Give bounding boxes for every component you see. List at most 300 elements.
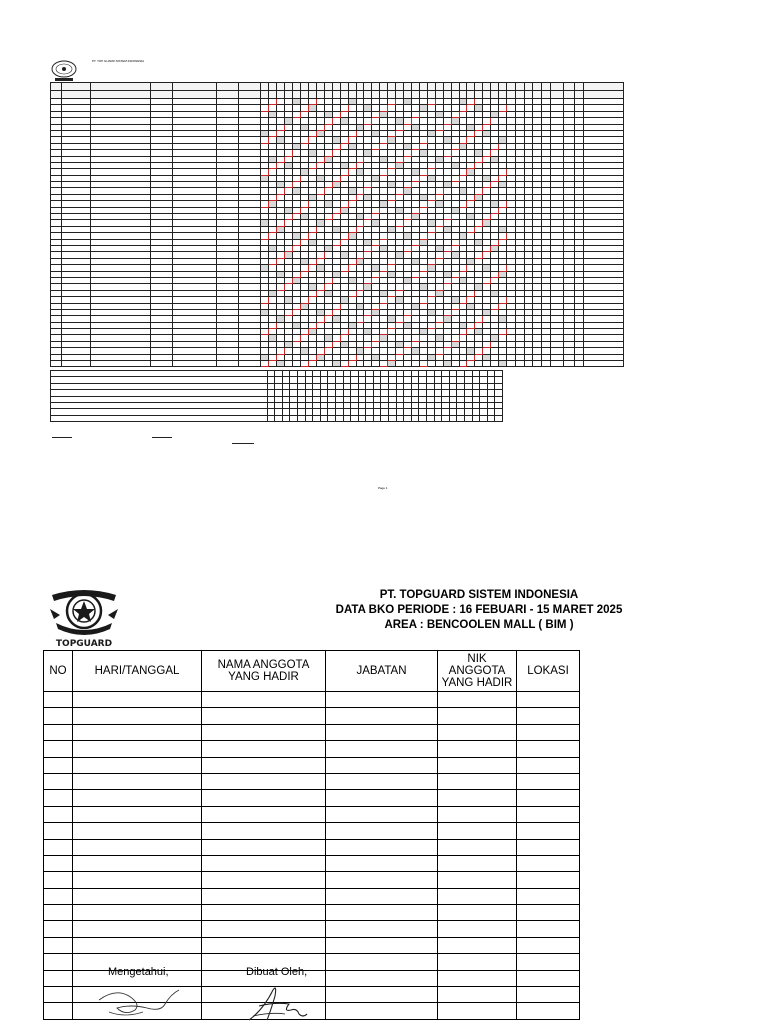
roster-cell	[51, 361, 62, 367]
table-row	[44, 790, 580, 806]
roster-cell	[372, 361, 380, 367]
table-cell	[326, 773, 438, 789]
roster-cell	[348, 91, 356, 99]
company-name-small: PT. TOP GUARD SISTEM INDONESIA	[92, 59, 145, 63]
table-cell	[44, 970, 73, 986]
roster-cell	[551, 361, 564, 367]
table-row	[44, 757, 580, 773]
table-cell	[73, 839, 202, 855]
roster-cell	[364, 83, 372, 91]
roster-cell	[584, 91, 624, 99]
roster-cell	[404, 91, 412, 99]
summary-cell	[275, 415, 283, 421]
roster-cell	[285, 83, 293, 91]
table-cell	[44, 855, 73, 871]
table-cell	[202, 692, 326, 708]
table-cell	[438, 970, 517, 986]
table-cell	[438, 839, 517, 855]
roster-cell	[491, 361, 499, 367]
table-row	[44, 773, 580, 789]
table-cell	[438, 823, 517, 839]
summary-cell	[267, 415, 275, 421]
acknowledged-label: Mengetahui,	[108, 966, 169, 978]
roster-cell	[285, 91, 293, 99]
table-row	[44, 724, 580, 740]
roster-cell	[380, 83, 388, 91]
roster-cell	[173, 83, 217, 91]
table-cell	[438, 888, 517, 904]
attendance-roster	[50, 82, 624, 367]
table-cell	[326, 888, 438, 904]
top-signature-block	[52, 412, 54, 414]
table-cell	[202, 905, 326, 921]
roster-cell	[261, 83, 269, 91]
summary-cell	[358, 415, 366, 421]
roster-cell	[364, 361, 372, 367]
table-cell	[438, 708, 517, 724]
table-cell	[517, 724, 580, 740]
table-cell	[438, 872, 517, 888]
table-cell	[44, 905, 73, 921]
roster-cell	[396, 361, 404, 367]
roster-cell	[356, 83, 364, 91]
table-cell	[202, 790, 326, 806]
page-number: Page 1	[378, 486, 388, 490]
table-cell	[202, 855, 326, 871]
roster-cell	[542, 91, 551, 99]
header-period: DATA BKO PERIODE : 16 FEBUARI - 15 MARET 2025	[335, 604, 623, 616]
roster-cell	[62, 91, 91, 99]
column-header-no: NO	[44, 651, 73, 692]
roster-cell	[443, 83, 451, 91]
roster-cell	[467, 83, 475, 91]
table-cell	[326, 970, 438, 986]
table-cell	[202, 888, 326, 904]
summary-cell	[366, 415, 374, 421]
summary-cell	[404, 415, 412, 421]
roster-cell	[507, 91, 516, 99]
summary-cell	[495, 415, 503, 421]
roster-cell	[309, 91, 317, 99]
roster-cell	[419, 91, 427, 99]
roster-cell	[332, 83, 340, 91]
table-cell	[326, 757, 438, 773]
roster-cell	[515, 83, 524, 91]
roster-cell	[435, 91, 443, 99]
table-cell	[44, 790, 73, 806]
roster-cell	[533, 83, 542, 91]
roster-cell	[90, 361, 151, 367]
roster-cell	[564, 83, 575, 91]
roster-cell	[239, 83, 261, 91]
summary-cell	[282, 415, 290, 421]
table-cell	[517, 905, 580, 921]
summary-cell	[351, 415, 359, 421]
roster-cell	[564, 91, 575, 99]
signature-line-3	[232, 443, 254, 444]
roster-cell	[324, 91, 332, 99]
table-cell	[438, 692, 517, 708]
roster-cell	[277, 361, 285, 367]
table-cell	[202, 937, 326, 953]
roster-cell	[451, 361, 459, 367]
summary-cell	[320, 415, 328, 421]
table-cell	[44, 839, 73, 855]
table-cell	[44, 937, 73, 953]
roster-cell	[388, 361, 396, 367]
company-logo-small	[49, 58, 79, 83]
roster-cell	[507, 361, 516, 367]
roster-cell	[491, 91, 499, 99]
roster-cell	[411, 83, 419, 91]
table-cell	[438, 987, 517, 1003]
roster-cell	[380, 361, 388, 367]
table-cell	[44, 806, 73, 822]
roster-cell	[301, 91, 309, 99]
roster-cell	[575, 83, 584, 91]
table-cell	[73, 773, 202, 789]
table-cell	[517, 987, 580, 1003]
roster-cell	[443, 91, 451, 99]
roster-cell	[332, 361, 340, 367]
signature-left	[95, 982, 185, 1020]
roster-cell	[499, 83, 507, 91]
roster-cell	[239, 91, 261, 99]
table-cell	[517, 839, 580, 855]
table-cell	[202, 921, 326, 937]
roster-cell	[584, 83, 624, 91]
column-header-nik: NIK ANGGOTA YANG HADIR	[438, 651, 517, 692]
roster-cell	[173, 91, 217, 99]
table-cell	[517, 790, 580, 806]
roster-cell	[51, 91, 62, 99]
roster-cell	[419, 361, 427, 367]
table-cell	[438, 855, 517, 871]
table-cell	[326, 724, 438, 740]
roster-cell	[475, 91, 483, 99]
column-header-member-name: NAMA ANGGOTA YANG HADIR	[202, 651, 326, 692]
roster-cell	[90, 91, 151, 99]
roster-cell	[475, 83, 483, 91]
summary-cell	[305, 415, 313, 421]
table-cell	[202, 872, 326, 888]
table-cell	[44, 872, 73, 888]
roster-cell	[269, 361, 277, 367]
table-cell	[73, 724, 202, 740]
summary-cell	[457, 415, 465, 421]
summary-cell	[389, 415, 397, 421]
prepared-by-label: Dibuat Oleh,	[246, 966, 308, 978]
roster-cell	[356, 91, 364, 99]
column-header-position: JABATAN	[326, 651, 438, 692]
roster-cell	[293, 83, 301, 91]
table-cell	[517, 823, 580, 839]
roster-row	[51, 91, 624, 99]
roster-cell	[372, 83, 380, 91]
table-cell	[517, 757, 580, 773]
roster-cell	[404, 361, 412, 367]
table-cell	[44, 708, 73, 724]
roster-cell	[301, 83, 309, 91]
table-cell	[73, 872, 202, 888]
table-cell	[44, 692, 73, 708]
table-cell	[438, 937, 517, 953]
table-cell	[73, 888, 202, 904]
roster-cell	[515, 361, 524, 367]
table-cell	[44, 987, 73, 1003]
table-row	[44, 937, 580, 953]
roster-cell	[499, 91, 507, 99]
table-cell	[517, 692, 580, 708]
roster-cell	[348, 83, 356, 91]
roster-cell	[340, 83, 348, 91]
summary-cell	[343, 415, 351, 421]
roster-cell	[277, 83, 285, 91]
table-row	[44, 888, 580, 904]
roster-cell	[427, 361, 435, 367]
roster-cell	[467, 361, 475, 367]
roster-cell	[173, 361, 217, 367]
roster-cell	[396, 83, 404, 91]
table-cell	[517, 921, 580, 937]
roster-cell	[316, 83, 324, 91]
roster-cell	[217, 91, 239, 99]
roster-cell	[340, 91, 348, 99]
roster-cell	[62, 361, 91, 367]
roster-cell	[491, 83, 499, 91]
roster-cell	[427, 83, 435, 91]
table-cell	[44, 741, 73, 757]
table-cell	[326, 1003, 438, 1019]
table-cell	[517, 806, 580, 822]
table-cell	[438, 773, 517, 789]
table-cell	[326, 954, 438, 970]
roster-cell	[542, 361, 551, 367]
roster-cell	[551, 83, 564, 91]
table-cell	[517, 855, 580, 871]
table-cell	[73, 708, 202, 724]
roster-cell	[217, 83, 239, 91]
roster-cell	[524, 83, 533, 91]
roster-cell	[356, 361, 364, 367]
roster-cell	[533, 91, 542, 99]
summary-cell	[480, 415, 488, 421]
summary-cell	[472, 415, 480, 421]
roster-cell	[151, 91, 173, 99]
roster-cell	[348, 361, 356, 367]
summary-cell	[290, 415, 298, 421]
signature-line-2	[152, 437, 172, 438]
table-cell	[438, 905, 517, 921]
roster-cell	[332, 91, 340, 99]
roster-cell	[467, 91, 475, 99]
roster-cell	[364, 91, 372, 99]
summary-cell	[442, 415, 450, 421]
table-cell	[44, 1003, 73, 1019]
table-cell	[438, 724, 517, 740]
column-header-date: HARI/TANGGAL	[73, 651, 202, 692]
table-cell	[517, 954, 580, 970]
summary-cell	[465, 415, 473, 421]
table-row	[44, 839, 580, 855]
table-cell	[438, 954, 517, 970]
table-cell	[44, 773, 73, 789]
table-cell	[326, 921, 438, 937]
roster-cell	[293, 91, 301, 99]
table-cell	[73, 921, 202, 937]
table-cell	[517, 872, 580, 888]
table-cell	[73, 790, 202, 806]
roster-cell	[151, 83, 173, 91]
roster-cell	[309, 83, 317, 91]
table-cell	[326, 905, 438, 921]
summary-cell	[396, 415, 404, 421]
column-header-location: LOKASI	[517, 651, 580, 692]
table-cell	[202, 806, 326, 822]
table-cell	[73, 937, 202, 953]
roster-cell	[542, 83, 551, 91]
roster-cell	[380, 91, 388, 99]
table-cell	[44, 921, 73, 937]
roster-cell	[459, 83, 467, 91]
table-cell	[438, 790, 517, 806]
roster-cell	[515, 91, 524, 99]
table-cell	[517, 970, 580, 986]
roster-cell	[151, 361, 173, 367]
table-cell	[326, 839, 438, 855]
table-row	[44, 872, 580, 888]
table-cell	[73, 905, 202, 921]
roster-cell	[316, 91, 324, 99]
header-area: AREA : BENCOOLEN MALL ( BIM )	[384, 619, 574, 631]
table-row	[44, 708, 580, 724]
table-cell	[73, 692, 202, 708]
summary-cell	[427, 415, 435, 421]
summary-cell	[419, 415, 427, 421]
summary-cell	[487, 415, 495, 421]
roster-cell	[293, 361, 301, 367]
table-cell	[73, 823, 202, 839]
table-cell	[517, 741, 580, 757]
table-cell	[438, 806, 517, 822]
bko-header	[270, 588, 688, 633]
summary-row	[51, 415, 503, 421]
table-cell	[438, 1003, 517, 1019]
roster-cell	[269, 91, 277, 99]
table-cell	[326, 692, 438, 708]
table-cell	[517, 1003, 580, 1019]
table-row	[44, 692, 580, 708]
summary-cell	[434, 415, 442, 421]
roster-cell	[301, 361, 309, 367]
table-cell	[326, 708, 438, 724]
table-row	[44, 741, 580, 757]
roster-cell	[419, 83, 427, 91]
roster-cell	[411, 361, 419, 367]
summary-cell	[51, 415, 268, 421]
table-cell	[517, 773, 580, 789]
table-row	[44, 921, 580, 937]
table-cell	[202, 708, 326, 724]
roster-cell	[340, 361, 348, 367]
roster-cell	[261, 91, 269, 99]
roster-cell	[564, 361, 575, 367]
roster-cell	[404, 83, 412, 91]
roster-cell	[507, 83, 516, 91]
bko-attendance-table	[43, 650, 580, 1020]
roster-cell	[239, 361, 261, 367]
table-cell	[202, 741, 326, 757]
table-row	[44, 855, 580, 871]
summary-cell	[313, 415, 321, 421]
table-cell	[202, 724, 326, 740]
signature-line-1	[52, 437, 72, 438]
table-row	[44, 905, 580, 921]
summary-cell	[328, 415, 336, 421]
table-cell	[44, 724, 73, 740]
roster-cell	[575, 91, 584, 99]
table-cell	[326, 937, 438, 953]
topguard-logo	[44, 587, 124, 647]
roster-row	[51, 83, 624, 91]
roster-cell	[427, 91, 435, 99]
table-cell	[44, 823, 73, 839]
roster-cell	[51, 83, 62, 91]
table-cell	[202, 839, 326, 855]
table-header-row	[44, 651, 580, 692]
roster-cell	[524, 91, 533, 99]
table-cell	[202, 823, 326, 839]
roster-cell	[62, 83, 91, 91]
roster-cell	[309, 361, 317, 367]
summary-cell	[449, 415, 457, 421]
table-cell	[73, 855, 202, 871]
roster-cell	[483, 83, 491, 91]
table-cell	[44, 954, 73, 970]
summary-cell	[335, 415, 343, 421]
table-cell	[438, 921, 517, 937]
roster-cell	[324, 361, 332, 367]
table-cell	[326, 855, 438, 871]
summary-cell	[381, 415, 389, 421]
roster-cell	[551, 91, 564, 99]
summary-cell	[297, 415, 305, 421]
table-cell	[73, 806, 202, 822]
signature-right	[245, 980, 315, 1024]
roster-cell	[499, 361, 507, 367]
roster-cell	[388, 91, 396, 99]
roster-summary	[50, 370, 503, 422]
roster-cell	[277, 91, 285, 99]
table-cell	[326, 790, 438, 806]
roster-cell	[483, 361, 491, 367]
table-cell	[44, 757, 73, 773]
table-cell	[326, 823, 438, 839]
roster-cell	[443, 361, 451, 367]
roster-cell	[261, 361, 269, 367]
roster-cell	[533, 361, 542, 367]
table-row	[44, 806, 580, 822]
table-cell	[438, 741, 517, 757]
roster-cell	[435, 83, 443, 91]
table-cell	[517, 888, 580, 904]
header-company: PT. TOPGUARD SISTEM INDONESIA	[379, 589, 579, 601]
roster-cell	[475, 361, 483, 367]
roster-cell	[372, 91, 380, 99]
roster-cell	[435, 361, 443, 367]
roster-cell	[451, 91, 459, 99]
roster-cell	[411, 91, 419, 99]
